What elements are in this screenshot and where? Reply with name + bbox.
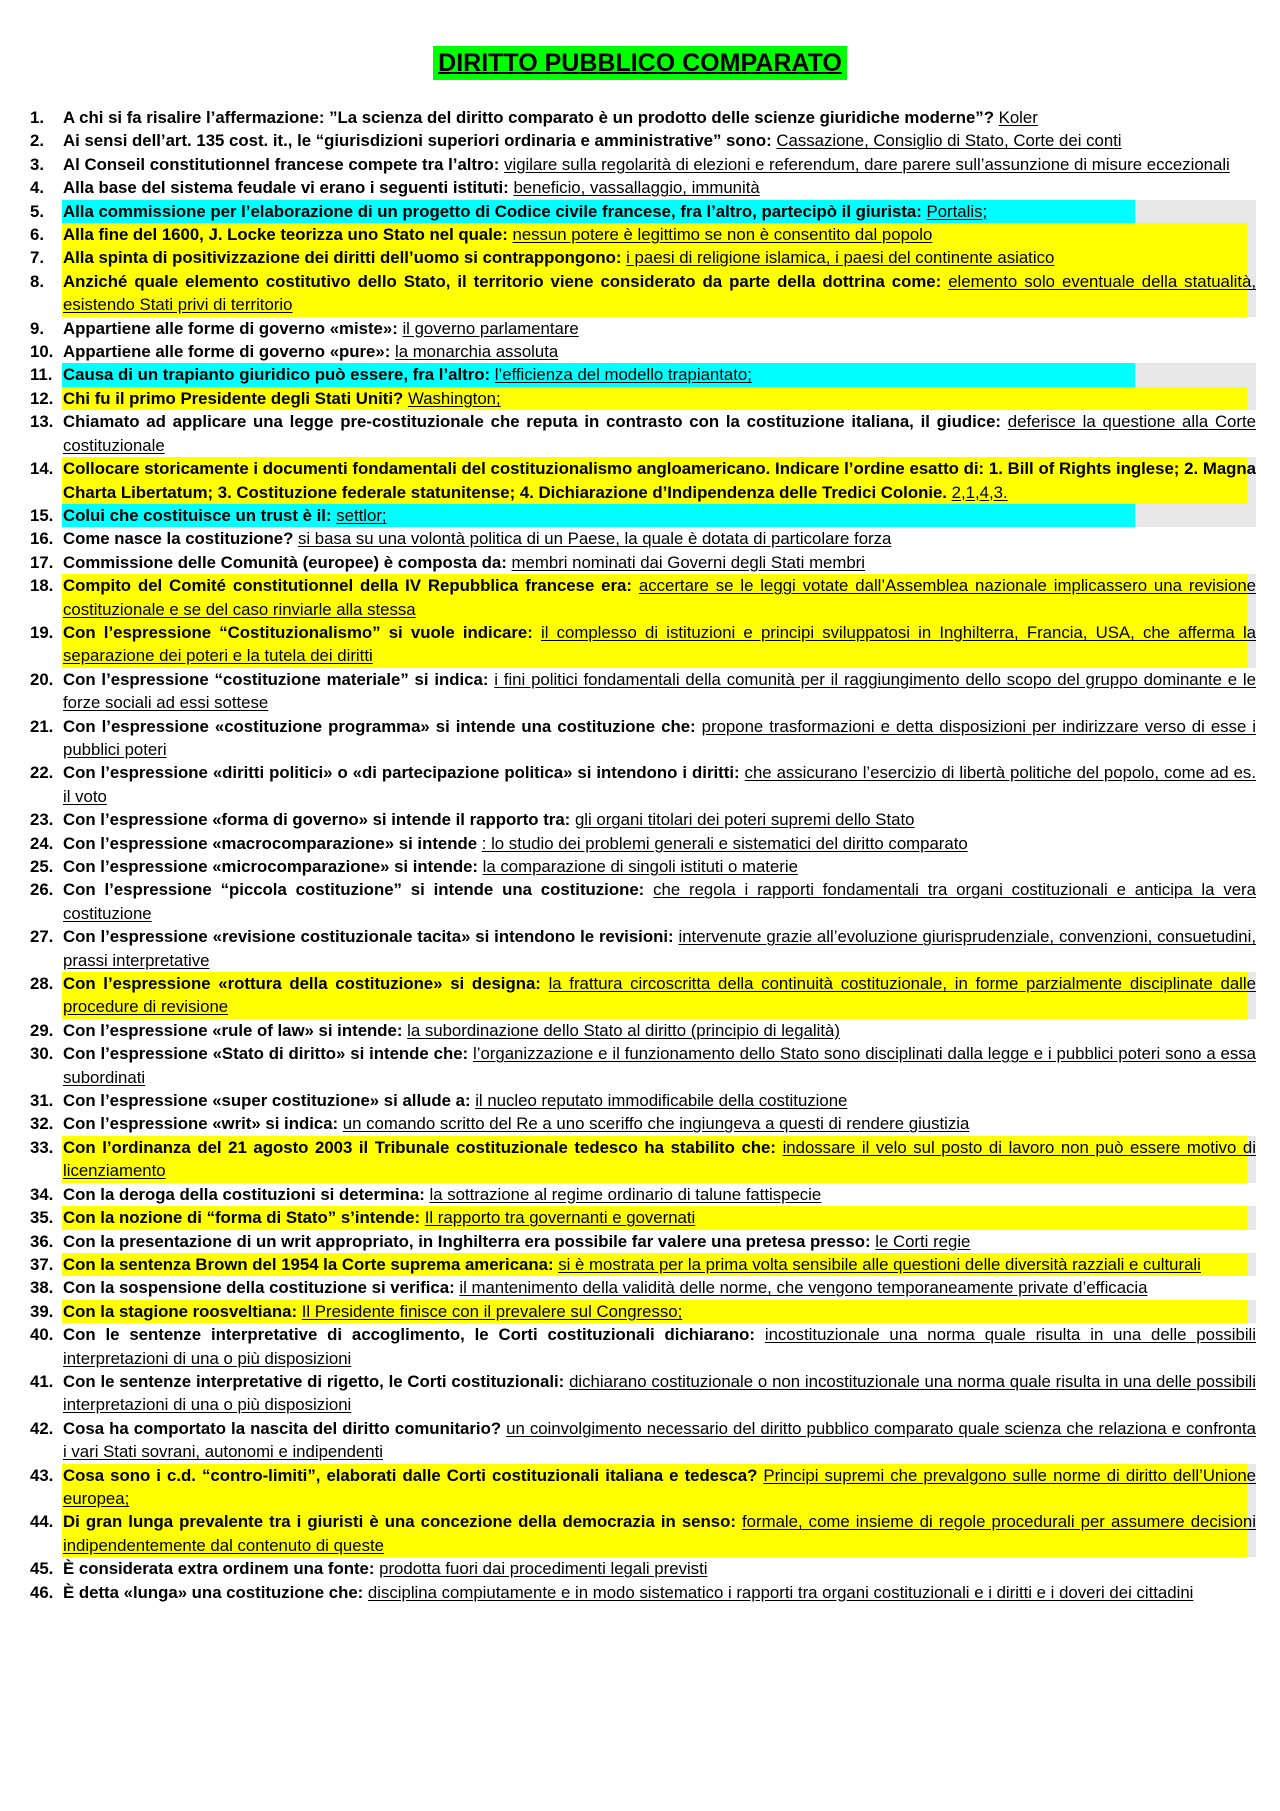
list-item	[30, 223, 1256, 246]
question-text: Con la sentenza Brown del 1954 la Corte suprema americana:	[63, 1254, 554, 1274]
item-number: 2.	[30, 131, 44, 151]
item-number: 3.	[30, 154, 44, 174]
item-number: 40.	[30, 1325, 54, 1345]
list-item	[30, 1417, 1256, 1464]
question-text: È detta «lunga» una costituzione che:	[63, 1582, 364, 1602]
answer-text: membri nominati dai Governi degli Stati membri	[511, 552, 866, 572]
question-text: Con la deroga della costituzioni si determina:	[63, 1184, 425, 1204]
list-item	[30, 246, 1256, 269]
answer-text: vigilare sulla regolarità di elezioni e referendum, dare parere sull’assunzione di misure eccezionali	[504, 154, 1230, 174]
question-text: Con le sentenze interpretative di accoglimento, le Corti costituzionali dichiarano:	[63, 1325, 755, 1345]
list-item	[30, 317, 1256, 340]
list-item	[30, 1557, 1256, 1580]
question-text: Con l’espressione “costituzione materiale” si indica:	[63, 669, 489, 689]
list-item	[30, 527, 1256, 550]
answer-text: la monarchia assoluta	[394, 342, 559, 362]
item-number: 23.	[30, 810, 54, 830]
item-number: 18.	[30, 576, 54, 596]
list-item	[30, 715, 1256, 762]
question-text: Come nasce la costituzione?	[63, 529, 294, 549]
question-text: Anziché quale elemento costitutivo dello Stato, il territorio viene considerato da parte della dottrina come:	[63, 271, 942, 291]
list-item	[30, 1089, 1256, 1112]
list-item	[30, 1019, 1256, 1042]
question-text: Con l’espressione «super costituzione» si allude a:	[63, 1091, 471, 1111]
list-item	[30, 1581, 1256, 1604]
answer-text: la frattura circoscritta della continuità costituzionale, in forme parzialmente disciplinate dalle procedure di revisione	[63, 974, 1256, 1017]
list-item	[30, 972, 1256, 1019]
question-text: Cosa sono i c.d. “contro-limiti”, elaborati dalle Corti costituzionali italiana e tedesca?	[63, 1465, 758, 1485]
question-text: Chiamato ad applicare una legge pre-costituzionale che reputa in contrasto con la costituzione italiana, il giudice:	[63, 412, 1002, 432]
question-text: Con l’espressione «revisione costituzionale tacita» si intendono le revisioni:	[63, 927, 674, 947]
item-number: 8.	[30, 271, 44, 291]
question-text: Con le sentenze interpretative di rigetto, le Corti costituzionali:	[63, 1371, 565, 1391]
item-number: 21.	[30, 716, 54, 736]
question-text: È considerata extra ordinem una fonte:	[63, 1559, 375, 1579]
item-number: 5.	[30, 201, 44, 221]
list-item	[30, 832, 1256, 855]
item-number: 43.	[30, 1465, 54, 1485]
item-number: 31.	[30, 1091, 54, 1111]
answer-text: la subordinazione dello Stato al diritto (principio di legalità)	[407, 1020, 840, 1040]
question-list	[30, 106, 1256, 1604]
answer-text: si basa su una volontà politica di un Paese, la quale è dotata di particolare forza	[298, 529, 892, 549]
question-text: Chi fu il primo Presidente degli Stati Uniti?	[63, 388, 404, 408]
list-item	[30, 200, 1256, 223]
item-number: 38.	[30, 1278, 54, 1298]
answer-text: 2,1,4,3.	[951, 482, 1008, 502]
list-item	[30, 153, 1256, 176]
item-number: 16.	[30, 529, 54, 549]
list-item	[30, 551, 1256, 574]
answer-text: il complesso di istituzioni e principi sviluppatosi in Inghilterra, Francia, USA, che afferma la separazione dei poteri e la tutela dei diritti	[63, 622, 1257, 666]
list-item	[30, 878, 1256, 925]
question-text: Colui che costituisce un trust è il:	[63, 505, 332, 525]
list-item	[30, 1276, 1256, 1299]
item-number: 29.	[30, 1020, 54, 1040]
answer-text: prodotta fuori dai procedimenti legali previsti	[379, 1559, 708, 1579]
answer-text: gli organi titolari dei poteri supremi dello Stato	[574, 810, 915, 830]
question-text: Con l’espressione «diritti politici» o «di partecipazione politica» si intendono i diritti:	[63, 763, 740, 783]
answer-text: che assicurano l’esercizio di libertà politiche del popolo, come ad es. il voto	[63, 763, 1256, 806]
question-text: Con l’espressione «macrocomparazione» si intende	[63, 833, 478, 853]
list-item	[30, 106, 1256, 129]
list-item	[30, 129, 1256, 152]
question-text: Al Conseil constitutionnel francese compete tra l’altro:	[63, 154, 500, 174]
item-number: 44.	[30, 1512, 54, 1532]
item-number: 14.	[30, 459, 54, 479]
answer-text: elemento solo eventuale della statualità, esistendo Stati privi di territorio	[63, 271, 1257, 315]
answer-text: un comando scritto del Re a uno sceriffo che ingiungeva a questi di rendere giustizia	[342, 1114, 970, 1134]
item-number: 6.	[30, 225, 44, 245]
item-number: 15.	[30, 505, 54, 525]
item-number: 26.	[30, 880, 54, 900]
answer-text: la comparazione di singoli istituti o materie	[482, 857, 798, 876]
answer-text: l’efficienza del modello trapiantato;	[494, 365, 752, 385]
answer-text: Portalis;	[926, 201, 988, 221]
question-text: Alla base del sistema feudale vi erano i seguenti istituti:	[63, 178, 509, 198]
question-text: Con la presentazione di un writ appropriato, in Inghilterra era possibile far valere una pretesa presso:	[63, 1231, 871, 1251]
answer-text: disciplina compiutamente e in modo sistematico i rapporti tra organi costituzionali e i diritti e i doveri dei cittadini	[367, 1582, 1194, 1602]
item-number: 1.	[30, 108, 44, 127]
question-text: Con l’espressione «forma di governo» si intende il rapporto tra:	[63, 810, 571, 830]
question-text: Con l’espressione «Stato di diritto» si intende che:	[63, 1044, 469, 1064]
list-item	[30, 1370, 1256, 1417]
question-text: Commissione delle Comunità (europee) è composta da:	[63, 552, 507, 572]
answer-text: incostituzionale una norma quale risulta in una delle possibili interpretazioni di una o più disposizioni	[63, 1325, 1257, 1368]
item-number: 24.	[30, 833, 54, 853]
answer-text: si è mostrata per la prima volta sensibile alle questioni delle diversità razziali e culturali	[558, 1254, 1201, 1274]
list-item	[30, 1323, 1256, 1370]
item-number: 12.	[30, 388, 54, 408]
answer-text: che regola i rapporti fondamentali tra organi costituzionali e anticipa la vera costituzione	[63, 880, 1256, 923]
list-item	[30, 176, 1256, 199]
document-title: DIRITTO PUBBLICO COMPARATO	[433, 46, 847, 80]
list-item	[30, 504, 1256, 527]
item-number: 13.	[30, 412, 54, 432]
question-text: Con l’espressione «costituzione programma» si intende una costituzione che:	[63, 716, 696, 736]
list-item	[30, 1112, 1256, 1135]
item-number: 7.	[30, 248, 44, 268]
item-number: 19.	[30, 622, 54, 642]
list-item	[30, 1206, 1256, 1229]
item-number: 27.	[30, 927, 54, 947]
answer-text: Il rapporto tra governanti e governati	[424, 1208, 696, 1228]
list-item	[30, 457, 1256, 504]
item-number: 42.	[30, 1418, 54, 1438]
answer-text: i fini politici fondamentali della comunità per il raggiungimento dello scopo del gruppo dominante e le forze sociali ad essi sottese	[63, 669, 1256, 713]
item-number: 11.	[30, 365, 53, 385]
question-text: Causa di un trapianto giuridico può essere, fra l’altro:	[63, 365, 491, 385]
answer-text: accertare se le leggi votate dall’Assemblea nazionale implicassero una revisione costituzionale e se del caso rinviarle alla stessa	[63, 576, 1256, 619]
question-text: Con la sospensione della costituzione si verifica:	[63, 1278, 455, 1298]
question-text: Con l’espressione “piccola costituzione” si intende una costituzione:	[63, 880, 645, 900]
answer-text: il mantenimento della validità delle norme, che vengono temporaneamente private d’efficacia	[459, 1278, 1148, 1298]
list-item	[30, 363, 1256, 386]
answer-text: Cassazione, Consiglio di Stato, Corte dei conti	[776, 131, 1122, 151]
answer-text: la sottrazione al regime ordinario di talune fattispecie	[429, 1184, 822, 1204]
question-text: Ai sensi dell’art. 135 cost. it., le “giurisdizioni superiori ordinaria e amministrative” sono:	[63, 131, 772, 151]
question-text: Con l’espressione «microcomparazione» si intende:	[63, 857, 478, 876]
answer-text: intervenute grazie all’evoluzione giurisprudenziale, convenzioni, consuetudini, prassi interpretative	[63, 927, 1257, 970]
answer-text: : lo studio dei problemi generali e sistematici del diritto comparato	[481, 833, 968, 853]
answer-text: Koler	[998, 108, 1038, 127]
answer-text: beneficio, vassallaggio, immunità	[513, 178, 760, 198]
answer-text: l’organizzazione e il funzionamento dello Stato sono disciplinati dalla legge e i pubblici poteri sono a essa subordinati	[63, 1044, 1256, 1087]
list-item	[30, 387, 1256, 410]
list-item	[30, 270, 1256, 317]
question-text: Alla spinta di positivizzazione dei diritti dell’uomo si contrappongono:	[63, 248, 622, 268]
item-number: 25.	[30, 857, 54, 876]
answer-text: il nucleo reputato immodificabile della costituzione	[475, 1091, 848, 1111]
list-item	[30, 1136, 1256, 1183]
answer-text: Il Presidente finisce con il prevalere sul Congresso;	[301, 1301, 683, 1321]
item-number: 37.	[30, 1254, 54, 1274]
item-number: 36.	[30, 1231, 54, 1251]
list-item	[30, 1042, 1256, 1089]
answer-text: dichiarano costituzionale o non incostituzionale una norma quale risulta in una delle possibili interpretazioni di una o più disposizioni	[63, 1371, 1257, 1415]
list-item	[30, 1300, 1256, 1323]
item-number: 22.	[30, 763, 54, 783]
item-number: 9.	[30, 318, 44, 338]
list-item	[30, 1230, 1256, 1253]
answer-text: i paesi di religione islamica, i paesi del continente asiatico	[626, 248, 1055, 268]
answer-text: settlor;	[336, 505, 387, 525]
item-number: 46.	[30, 1582, 54, 1602]
item-number: 10.	[30, 342, 54, 362]
question-text: Con la nozione di “forma di Stato” s’intende:	[63, 1208, 421, 1228]
answer-text: il governo parlamentare	[402, 318, 579, 338]
question-text: Compito del Comité constitutionnel della IV Repubblica francese era:	[63, 576, 632, 596]
answer-text: Principi supremi che prevalgono sulle norme di diritto dell’Unione europea;	[63, 1465, 1256, 1508]
list-item	[30, 1183, 1256, 1206]
answer-text: propone trasformazioni e detta disposizioni per indirizzare verso di esse i pubblici poteri	[63, 716, 1257, 759]
question-text: Alla fine del 1600, J. Locke teorizza uno Stato nel quale:	[63, 225, 508, 245]
question-text: Con l’espressione «rottura della costituzione» si designa:	[63, 974, 541, 994]
list-item	[30, 761, 1256, 808]
list-item	[30, 621, 1256, 668]
list-item	[30, 574, 1256, 621]
item-number: 45.	[30, 1559, 54, 1579]
question-text: Collocare storicamente i documenti fondamentali del costituzionalismo angloamericano. Indicare l’ordine esatto di: 1. Bill of Rights inglese; 2. Magna Charta Libertatum; 3. Costituzione federale statunitense; 4. Dichiarazione d’Indipendenza delle Tredici Colonie.	[63, 459, 1256, 502]
answer-text: Washington;	[407, 388, 501, 408]
list-item	[30, 925, 1256, 972]
list-item	[30, 855, 1256, 878]
item-number: 39.	[30, 1301, 54, 1321]
question-text: Con l’espressione «rule of law» si intende:	[63, 1020, 403, 1040]
question-text: Appartiene alle forme di governo «pure»:	[63, 342, 391, 362]
question-text: Con l’espressione «writ» si indica:	[63, 1114, 339, 1134]
item-number: 35.	[30, 1208, 54, 1228]
item-number: 4.	[30, 178, 44, 198]
title-wrap	[0, 46, 1280, 80]
item-number: 28.	[30, 974, 54, 994]
item-number: 17.	[30, 552, 54, 572]
question-text: Alla commissione per l’elaborazione di un progetto di Codice civile francese, fra l’altro, partecipò il giurista:	[63, 201, 922, 221]
item-number: 41.	[30, 1371, 54, 1391]
question-text: Con l’espressione “Costituzionalismo” si vuole indicare:	[63, 622, 533, 642]
question-text: A chi si fa risalire l’affermazione: ”La scienza del diritto comparato è un prodotto delle scienze giuridiche moderne”?	[63, 108, 994, 127]
item-number: 20.	[30, 669, 54, 689]
question-text: Cosa ha comportato la nascita del diritto comunitario?	[63, 1418, 502, 1438]
question-text: Con l’ordinanza del 21 agosto 2003 il Tribunale costituzionale tedesco ha stabilito che:	[63, 1137, 776, 1157]
answer-text: nessun potere è legittimo se non è consentito dal popolo	[512, 225, 933, 245]
list-item	[30, 410, 1256, 457]
list-item	[30, 1510, 1256, 1557]
answer-text: un coinvolgimento necessario del diritto pubblico comparato quale scienza che relaziona e confronta i vari Stati sovrani, autonomi e indipendenti	[63, 1418, 1256, 1462]
answer-text: formale, come insieme di regole procedurali per assumere decisioni indipendentemente dal contenuto di queste	[63, 1512, 1256, 1555]
list-item	[30, 340, 1256, 363]
question-text: Appartiene alle forme di governo «miste»:	[63, 318, 398, 338]
list-item	[30, 1253, 1256, 1276]
item-number: 32.	[30, 1114, 54, 1134]
list-item	[30, 1464, 1256, 1511]
answer-text: le Corti regie	[875, 1231, 971, 1251]
list-item	[30, 668, 1256, 715]
answer-text: indossare il velo sul posto di lavoro non può essere motivo di licenziamento	[63, 1137, 1256, 1181]
list-item	[30, 808, 1256, 831]
question-text: Con la stagione roosveltiana:	[63, 1301, 298, 1321]
item-number: 34.	[30, 1184, 54, 1204]
question-text: Di gran lunga prevalente tra i giuristi è una concezione della democrazia in senso:	[63, 1512, 736, 1532]
item-number: 30.	[30, 1044, 54, 1064]
answer-text: deferisce la questione alla Corte costituzionale	[63, 412, 1256, 455]
item-number: 33.	[30, 1137, 54, 1157]
